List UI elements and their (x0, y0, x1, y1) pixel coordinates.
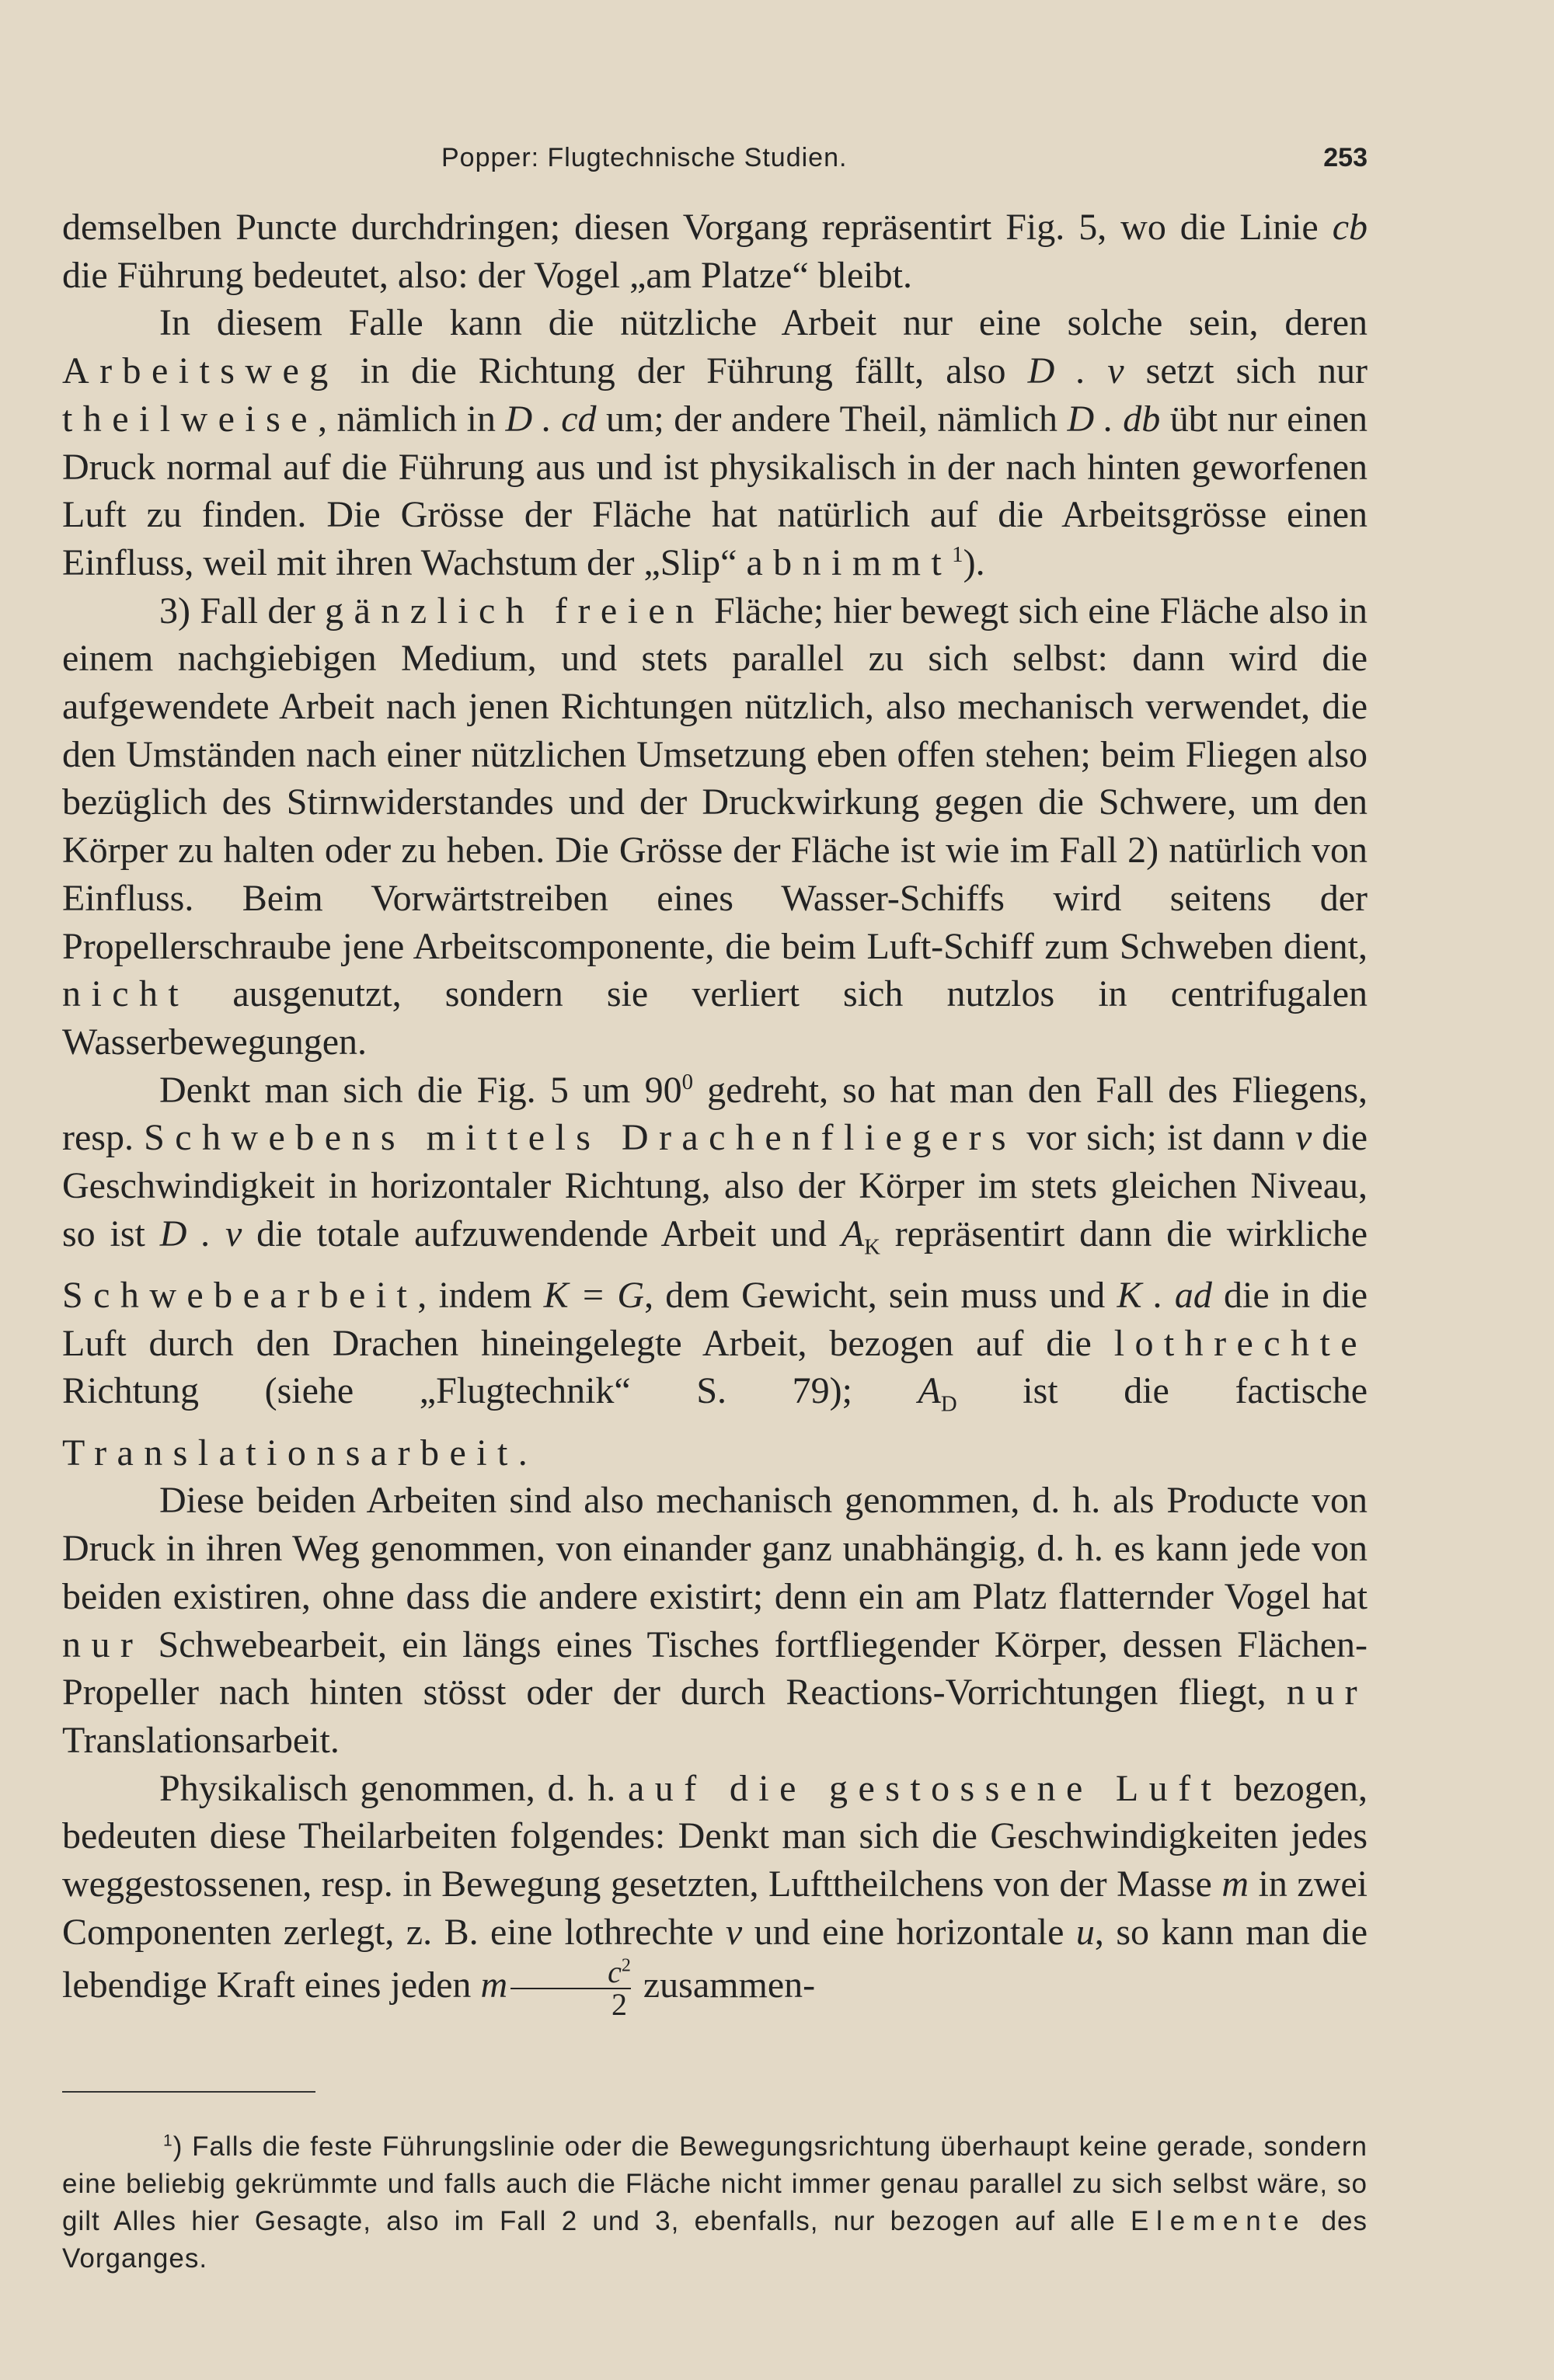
footnote-divider (62, 2091, 315, 2093)
body-text (62, 204, 1368, 2020)
paragraph-1: demselben Puncte durchdringen; diesen Vorgang repräsentirt Fig. 5, wo die Linie cb die Führung bedeutet, also: der Vogel „am Platze“ bleibt. (62, 207, 1368, 296)
paragraph-3: 3) Fall der gänzlich freien Fläche; hier bewegt sich eine Fläche also in einem nachgiebigen Medium, und stets parallel zu sich selbst: dann wird die aufgewendete Arbeit nach jenen Richtungen nützlich, also mechanisch verwendet, die den Umständen nach einer nützlichen Umsetzung eben offen stehen; beim Fliegen also bezüglich des Stirnwiderstandes und der Druckwirkung gegen die Schwere, um den Körper zu halten oder zu heben. Die Grösse der Fläche ist wie im Fall 2) natürlich von Einfluss. Beim Vorwärtstreiben eines Wasser-Schiffs wird seitens der Propellerschraube jene Arbeitscomponente, die beim Luft-Schiff zum Schweben dient, nicht ausgenutzt, sondern sie verliert sich nutzlos in centrifugalen Wasserbewegungen. (62, 590, 1368, 1063)
footnote-ref[interactable]: 1 (952, 541, 963, 567)
paragraph-2: In diesem Falle kann die nützliche Arbeit nur eine solche sein, deren Arbeitsweg in die Richtung der Führung fällt, also D . v setzt sich nur theilweise, nämlich in D . cd um; der andere Theil, nämlich D . db übt nur einen Druck normal auf die Führung aus und ist physikalisch in der nach hinten geworfenen Luft zu finden. Die Grösse der Fläche hat natürlich auf die Arbeitsgrösse einen Einfluss, weil mit ihren Wachstum der „Slip“ abnimmt$^1$). (62, 302, 1368, 583)
page-number: 253 (1323, 143, 1368, 172)
paragraph-4: Denkt man sich die Fig. 5 um $90^0$ gedreht, so hat man den Fall des Fliegens, resp. Schwebens mittels Drachenfliegers vor sich; ist dann v die Geschwindigkeit in horizontaler Richtung, also der Körper im stets gleichen Niveau, so ist D . v die totale aufzuwendende Arbeit und $A_K$ repräsentirt dann die wirkliche Schwebearbeit, indem K = G, dem Gewicht, sein muss und K . ad die in die Luft durch den Drachen hineingelegte Arbeit, bezogen auf die lothrechte Richtung (siehe „Flugtechnik“ S. 79); $A_D$ ist die factische Translationsarbeit. (62, 1069, 1368, 1474)
paragraph-6: Physikalisch genommen, d. h. auf die gestossene Luft bezogen, bedeuten diese Theilarbeiten folgendes: Denkt man sich die Geschwindigkeiten jedes weggestossenen, resp. in Bewegung gesetzten, Lufttheilchens von der Masse m in zwei Componenten zerlegt, z. B. eine lothrechte v und eine horizontale u, so kann man die lebendige Kraft eines jeden m $\frac{c^2}{2}$ zusammen- (62, 1767, 1368, 2022)
fraction-c2-over-2: $\frac{c^2}{2}$ (510, 1957, 631, 2020)
paragraph-5: Diese beiden Arbeiten sind also mechanisch genommen, d. h. als Producte von Druck in ihren Weg genommen, von einander ganz unabhängig, d. h. es kann jede von beiden existiren, ohne dass die andere existirt; denn ein am Platz flatternder Vogel hat nur Schwebearbeit, ein längs eines Tisches fortfliegender Körper, dessen Flächen-Propeller nach hinten stösst oder der durch Reactions-Vorrichtungen fliegt, nur Translationsarbeit. (62, 1480, 1368, 1761)
page-header (62, 143, 1368, 190)
footnote: $^1$) Falls die feste Führungslinie oder die Bewegungsrichtung überhaupt keine gerade, sondern eine beliebig gekrümmte und falls auch die Fläche nicht immer genau parallel zu sich selbst wäre, so gilt Alles hier Gesagte, also im Fall 2 und 3, ebenfalls, nur bezogen auf alle Elemente des Vorganges. (62, 2131, 1368, 2274)
footnote-marker: 1 (163, 2131, 173, 2150)
running-title: Popper: Flugtechnische Studien. (441, 143, 848, 172)
